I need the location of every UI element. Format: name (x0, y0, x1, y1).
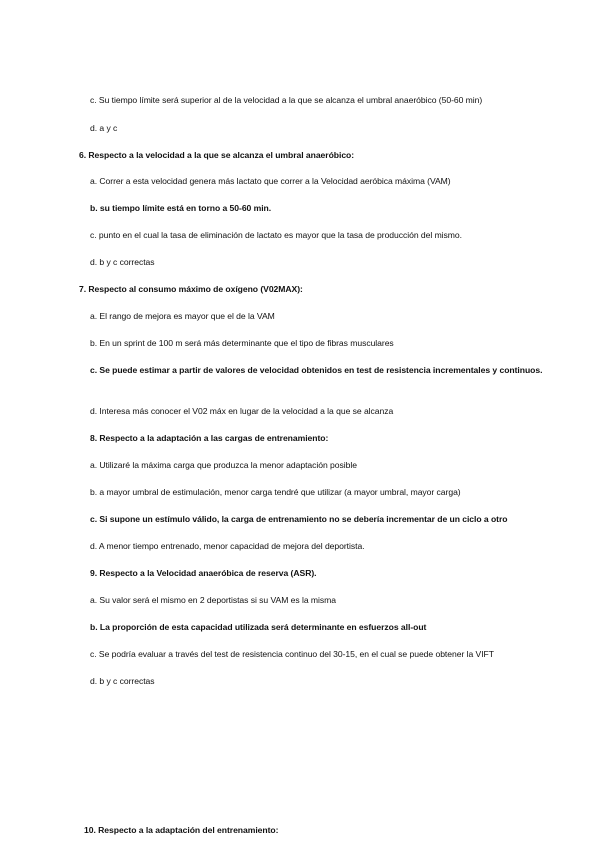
option-5c: c. Su tiempo límite será superior al de la velocidad a la que se alcanza el umbral anaeróbico (50-60 min) (90, 95, 483, 105)
option-7d: d. Interesa más conocer el V02 máx en lugar de la velocidad a la que se alcanza (90, 406, 394, 416)
option-8d: d. A menor tiempo entrenado, menor capacidad de mejora del deportista. (90, 541, 365, 551)
option-8a: a. Utilizaré la máxima carga que produzca la menor adaptación posible (90, 460, 357, 470)
question-8-heading: 8. Respecto a la adaptación a las cargas de entrenamiento: (90, 433, 329, 443)
option-8c: c. Si supone un estímulo válido, la carga de entrenamiento no se debería incrementar de un ciclo a otro (90, 514, 508, 524)
option-6d: d. b y c correctas (90, 257, 155, 267)
option-8b: b. a mayor umbral de estimulación, menor carga tendré que utilizar (a mayor umbral, mayor carga) (90, 487, 461, 497)
question-10-heading: 10. Respecto a la adaptación del entrenamiento: (84, 825, 279, 835)
question-9-heading: 9. Respecto a la Velocidad anaeróbica de reserva (ASR). (90, 568, 317, 578)
option-9a: a. Su valor será el mismo en 2 deportistas si su VAM es la misma (90, 595, 336, 605)
question-6-heading: 6. Respecto a la velocidad a la que se alcanza el umbral anaeróbico: (79, 150, 355, 160)
option-7b: b. En un sprint de 100 m será más determinante que el tipo de fibras musculares (90, 338, 394, 348)
option-9c: c. Se podría evaluar a través del test de resistencia continuo del 30-15, en el cual se puede obtener la VIFT (90, 649, 494, 659)
option-6a: a. Correr a esta velocidad genera más lactato que correr a la Velocidad aeróbica máxima (VAM) (90, 176, 451, 186)
option-9d: d. b y c correctas (90, 676, 155, 686)
option-7c: c. Se puede estimar a partir de valores de velocidad obtenidos en test de resistencia incrementales y continuos. (90, 365, 543, 375)
question-7-heading: 7. Respecto al consumo máximo de oxígeno (V02MAX): (79, 284, 303, 294)
option-6b: b. su tiempo límite está en torno a 50-60 min. (90, 203, 272, 213)
option-5d: d. a y c (90, 123, 118, 133)
option-6c: c. punto en el cual la tasa de eliminación de lactato es mayor que la tasa de producción del mismo. (90, 230, 462, 240)
option-9b: b. La proporción de esta capacidad utilizada será determinante en esfuerzos all-out (90, 622, 427, 632)
option-7a: a. El rango de mejora es mayor que el de la VAM (90, 311, 275, 321)
